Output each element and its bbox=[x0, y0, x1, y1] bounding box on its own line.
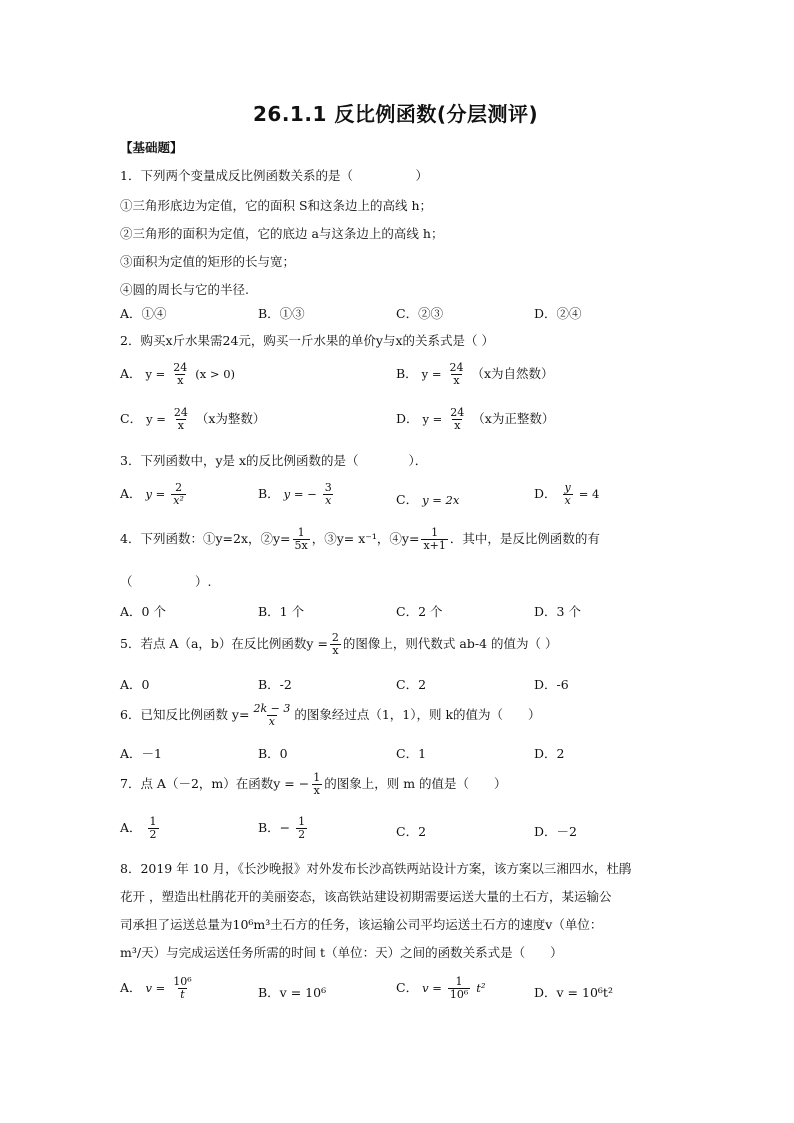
fraction: $\frac{3}{x}$ bbox=[324, 481, 332, 507]
question-7-option-a: A． $\frac{1}{2}$ bbox=[120, 815, 157, 841]
fraction: $\frac{1}{\text{10⁶}}$ bbox=[449, 975, 469, 1001]
question-6-option-b: B．0 bbox=[258, 746, 288, 761]
question-5-option-a: A．0 bbox=[120, 677, 150, 692]
question-2-option-d: D． y = $\frac{24}{x}$ （x为正整数） bbox=[396, 406, 555, 432]
question-2-option-b: B． y = $\frac{24}{x}$ （x为自然数） bbox=[396, 361, 554, 387]
fraction: $\frac{1}{5x}$ bbox=[294, 526, 308, 552]
question-4-stem: 4．下列函数：①y=2x，②y= $\frac{1}{5x}$ ，③y= x⁻¹，④y= $\frac{1}{x+1}$ ．其中，是反比例函数的有 bbox=[120, 526, 600, 552]
question-1-item-3: ③面积为定值的矩形的长与宽； bbox=[120, 254, 296, 269]
question-2-stem: 2．购买x斤水果需24元，购买一斤水果的单价y与x的关系式是（ ） bbox=[120, 333, 494, 348]
question-3-option-a: A． y = $\frac{2}{\text{x²}}$ bbox=[120, 481, 184, 507]
page-title: 26.1.1 反比例函数(分层测评) bbox=[253, 102, 539, 126]
section-heading: 【基础题】 bbox=[120, 140, 183, 155]
question-4-option-c: C．2 个 bbox=[396, 604, 443, 619]
fraction: $\frac{y}{x}$ bbox=[564, 481, 571, 507]
question-8-line-4: m³/天）与完成运送任务所需的时间 t（单位：天）之间的函数关系式是（ ） bbox=[120, 945, 563, 960]
question-5-option-d: D．-6 bbox=[534, 677, 569, 692]
question-8-option-b: B．v = 10⁶ bbox=[258, 985, 327, 1000]
question-3-option-c: C． y = 2x bbox=[396, 492, 460, 507]
question-3-option-b: B． y = − $\frac{3}{x}$ bbox=[258, 481, 332, 507]
question-1-option-c: C．②③ bbox=[396, 306, 444, 321]
question-1-option-a: A．①④ bbox=[120, 306, 167, 321]
question-4-stem-cont: （ ）. bbox=[120, 574, 212, 589]
question-4-option-d: D．3 个 bbox=[534, 604, 581, 619]
question-5-option-c: C．2 bbox=[396, 677, 427, 692]
question-1-option-b: B．①③ bbox=[258, 306, 305, 321]
question-1-stem: 1．下列两个变量成反比例函数关系的是（ ） bbox=[120, 168, 428, 183]
fraction: $\frac{1}{x}$ bbox=[313, 771, 321, 797]
fraction: $\frac{24}{x}$ bbox=[173, 361, 188, 387]
question-1-option-d: D．②④ bbox=[534, 306, 582, 321]
fraction: $\frac{24}{x}$ bbox=[450, 406, 465, 432]
question-7-stem: 7．点 A（－2，m）在函数y = − $\frac{1}{x}$ 的图象上，则 m 的值是（ ） bbox=[120, 771, 507, 797]
question-3-stem: 3．下列函数中，y是 x的反比例函数的是（ ）． bbox=[120, 453, 428, 468]
question-6-stem: 6．已知反比例函数 y= $\frac{2k - 3}{x}$ 的图象经过点（1，1），则 k的值为（ ） bbox=[120, 702, 541, 728]
fraction: $\frac{2k - 3}{x}$ bbox=[253, 702, 291, 728]
fraction: $\frac{1}{2}$ bbox=[149, 815, 157, 841]
question-4-option-a: A．0 个 bbox=[120, 604, 166, 619]
fraction: $\frac{1}{x+1}$ bbox=[423, 526, 446, 552]
question-8-line-2: 花开 ，塑造出杜鹃花开的美丽姿态，该高铁站建设初期需要运送大量的土石方，某运输公 bbox=[120, 889, 612, 904]
question-7-option-d: D．－2 bbox=[534, 824, 577, 839]
question-3-option-d: D． $\frac{y}{x}$ = 4 bbox=[534, 481, 600, 507]
question-6-option-a: A．－1 bbox=[120, 746, 162, 761]
question-5-stem: 5．若点 A（a，b）在反比例函数y = $\frac{2}{x}$ 的图像上，则代数式 ab-4 的值为（ ） bbox=[120, 631, 558, 657]
question-8-option-c: C． v = $\frac{1}{\text{10⁶}}$ t² bbox=[396, 975, 486, 1001]
fraction: $\frac{2}{x}$ bbox=[331, 631, 339, 657]
question-2-option-c: C． y = $\frac{24}{x}$ （x为整数） bbox=[120, 406, 266, 432]
question-7-option-c: C．2 bbox=[396, 824, 427, 839]
question-7-option-b: B．− $\frac{1}{2}$ bbox=[258, 815, 306, 841]
question-6-option-d: D．2 bbox=[534, 746, 565, 761]
question-6-option-c: C．1 bbox=[396, 746, 427, 761]
question-1-item-1: ①三角形底边为定值，它的面积 S和这条边上的高线 h； bbox=[120, 198, 433, 213]
fraction: $\frac{24}{x}$ bbox=[173, 406, 188, 432]
fraction: $\frac{2}{\text{x²}}$ bbox=[173, 481, 184, 507]
question-8-option-a: A． v = $\frac{\text{10⁶}}{t}$ bbox=[120, 975, 192, 1001]
fraction: $\frac{24}{x}$ bbox=[449, 361, 464, 387]
question-2-option-a: A． y = $\frac{24}{x}$ (x > 0) bbox=[120, 361, 236, 387]
question-8-line-3: 司承担了运送总量为10⁶m³土石方的任务，该运输公司平均运送土石方的速度v（单位： bbox=[120, 917, 603, 932]
fraction: $\frac{\text{10⁶}}{t}$ bbox=[173, 975, 192, 1001]
question-4-option-b: B．1 个 bbox=[258, 604, 305, 619]
question-1-item-4: ④圆的周长与它的半径. bbox=[120, 282, 249, 297]
question-5-option-b: B．-2 bbox=[258, 677, 292, 692]
question-1-item-2: ②三角形的面积为定值，它的底边 a与这条边上的高线 h； bbox=[120, 226, 444, 241]
question-8-line-1: 8．2019 年 10 月，《长沙晚报》对外发布长沙高铁两站设计方案，该方案以三湘四水，杜鹃 bbox=[120, 861, 632, 876]
fraction: $\frac{1}{2}$ bbox=[298, 815, 306, 841]
question-8-option-d: D．v = 10⁶t² bbox=[534, 985, 613, 1000]
